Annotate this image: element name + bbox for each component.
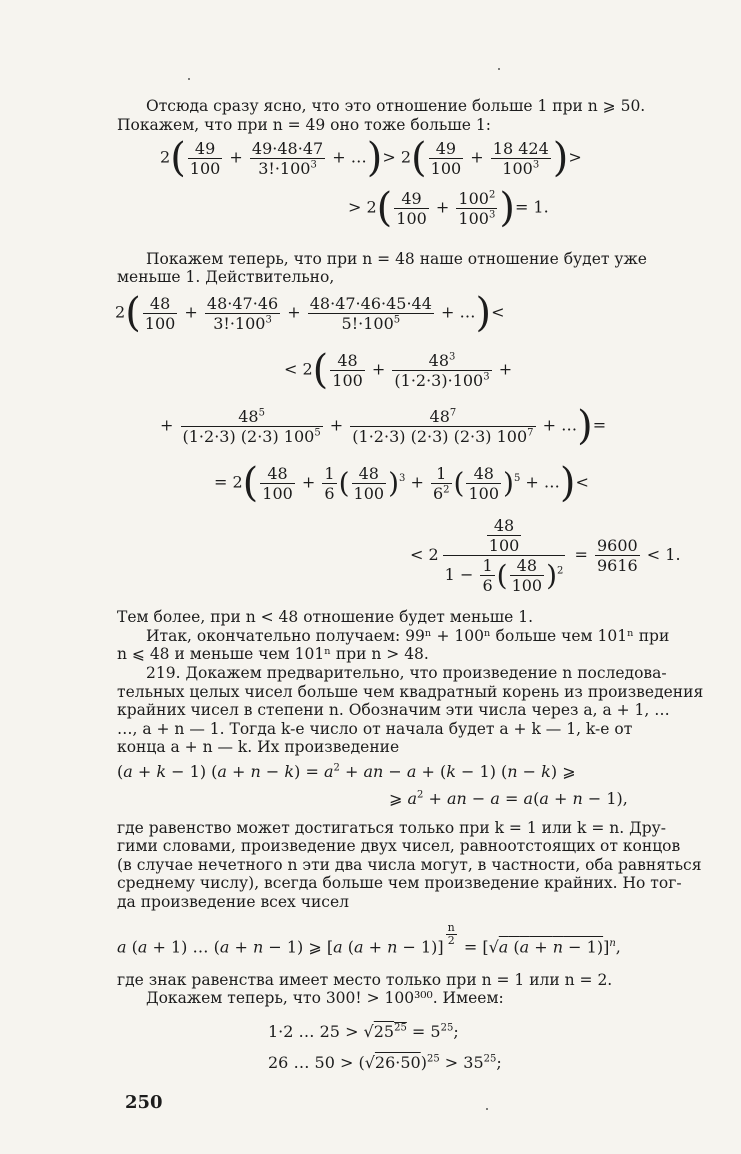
page-number: 250 [125, 1092, 163, 1113]
text-line: Покажем теперь, что при n = 48 наше отношение будет уже [146, 250, 647, 268]
formula-n48-line4: = 2( $\frac{48}{100}$ + $\frac{1}{6}$ ( $\frac{48}{100}$ )$^3$ + $\frac{1}{6^2}$ ( $\frac{48}{100}$ )$^5$ + …)< [214, 460, 589, 506]
text-line: где знак равенства имеет место только при n = 1 или n = 2. [117, 971, 613, 989]
text-line: Тем более, при n < 48 отношение будет меньше 1. [117, 608, 534, 626]
text-line: Отсюда сразу ясно, что это отношение больше 1 при n ⩾ 50. [146, 97, 646, 115]
text-line: где равенство может достигаться только при k = 1 или k = n. Дру- [117, 819, 667, 837]
text-line: конца a + n — k. Их произведение [117, 738, 400, 756]
speck [498, 68, 500, 70]
text-line: среднему числу), всегда больше чем произведение крайних. Но тог- [117, 874, 682, 892]
text-line: тельных целых чисел больше чем квадратный корень из произведения [117, 683, 704, 701]
formula-all-product: a (a + 1) … (a + n − 1) ⩾ [a (a + n − 1)] $^{\frac{n}{2}}$ = [√a (a + n − 1)]$^n$, [117, 921, 621, 957]
text-line: гими словами, произведение двух чисел, равноотстоящих от концов [117, 837, 681, 855]
text-line: (в случае нечетного n эти два числа могут, в частности, оба равняться [117, 856, 702, 874]
formula-product-line2: ⩾ $a^2$ + an − a = a(a + n − 1), [389, 789, 628, 808]
text-line: крайних чисел в степени n. Обозначим эти числа через a, a + 1, … [117, 701, 670, 719]
text-line: Докажем теперь, что 300! > 100³⁰⁰. Имеем: [146, 989, 504, 1007]
text-line: …, a + n — 1. Тогда k-е число от начала будет a + k — 1, k-е от [117, 720, 633, 738]
speck [188, 78, 190, 80]
text-line: Итак, окончательно получаем: 99ⁿ + 100ⁿ больше чем 101ⁿ при [146, 627, 670, 645]
text-line: да произведение всех чисел [117, 893, 349, 911]
formula-300-line1: 1·2 … $25 > √25^{25} = 5^{25}$; [268, 1022, 459, 1041]
formula-300-line2: 26 … $50 > (√26\cdot 50)^{25} > 35^{25}$; [268, 1053, 502, 1072]
formula-n48-line5: < 2 $\frac{48}{100}$ 1 − $\frac{1}{6}$ ( $\frac{48}{100}$ )$^2$ = $\frac{9600}{9616}$ < 1. [410, 516, 681, 595]
formula-n48-line3: + $\frac{48^5}{(1\cdot 2\cdot 3) (2\cdot 3) 100^5}$ + $\frac{48^7}{(1\cdot 2\cdot 3) (2\cdot 3) (2\cdot 3) 100^7}$ + …)= [160, 403, 607, 449]
formula-n48-line1: 2( $\frac{48}{100}$ + $\frac{48\cdot 47\cdot 46}{3!\cdot 100^3}$ + $\frac{48\cdot 47\cdot 46\cdot 45\cdot 44}{5!\cdot 100^5}$ + …)< [115, 290, 505, 336]
text-line: меньше 1. Действительно, [117, 268, 335, 286]
formula-n48-line2: < 2( $\frac{48}{100}$ + $\frac{48^3}{(1\cdot 2\cdot 3)\cdot 100^3}$ + [284, 347, 513, 393]
formula-n49-line2: > 2( $\frac{49}{100}$ + $\frac{100^2}{100^3}$ )= 1. [348, 185, 549, 231]
formula-n49-line1: 2( $\frac{49}{100}$ + $\frac{49\cdot 48\cdot 47}{3!\cdot 100^3}$ + …)> 2( $\frac{49}{100}$ + $\frac{18 424}{100^3}$ )> [160, 135, 582, 181]
text-line: n ⩽ 48 и меньше чем 101ⁿ при n > 48. [117, 645, 429, 663]
speck [486, 1108, 488, 1110]
formula-product-line1: (a + k − 1) $(a + n - k) = a^2$ + an − a + (k − 1) (n − k) ⩾ [117, 762, 576, 781]
text-line: Покажем, что при n = 49 оно тоже больше 1: [117, 116, 491, 134]
text-line: 219. Докажем предварительно, что произведение n последова- [146, 664, 667, 682]
